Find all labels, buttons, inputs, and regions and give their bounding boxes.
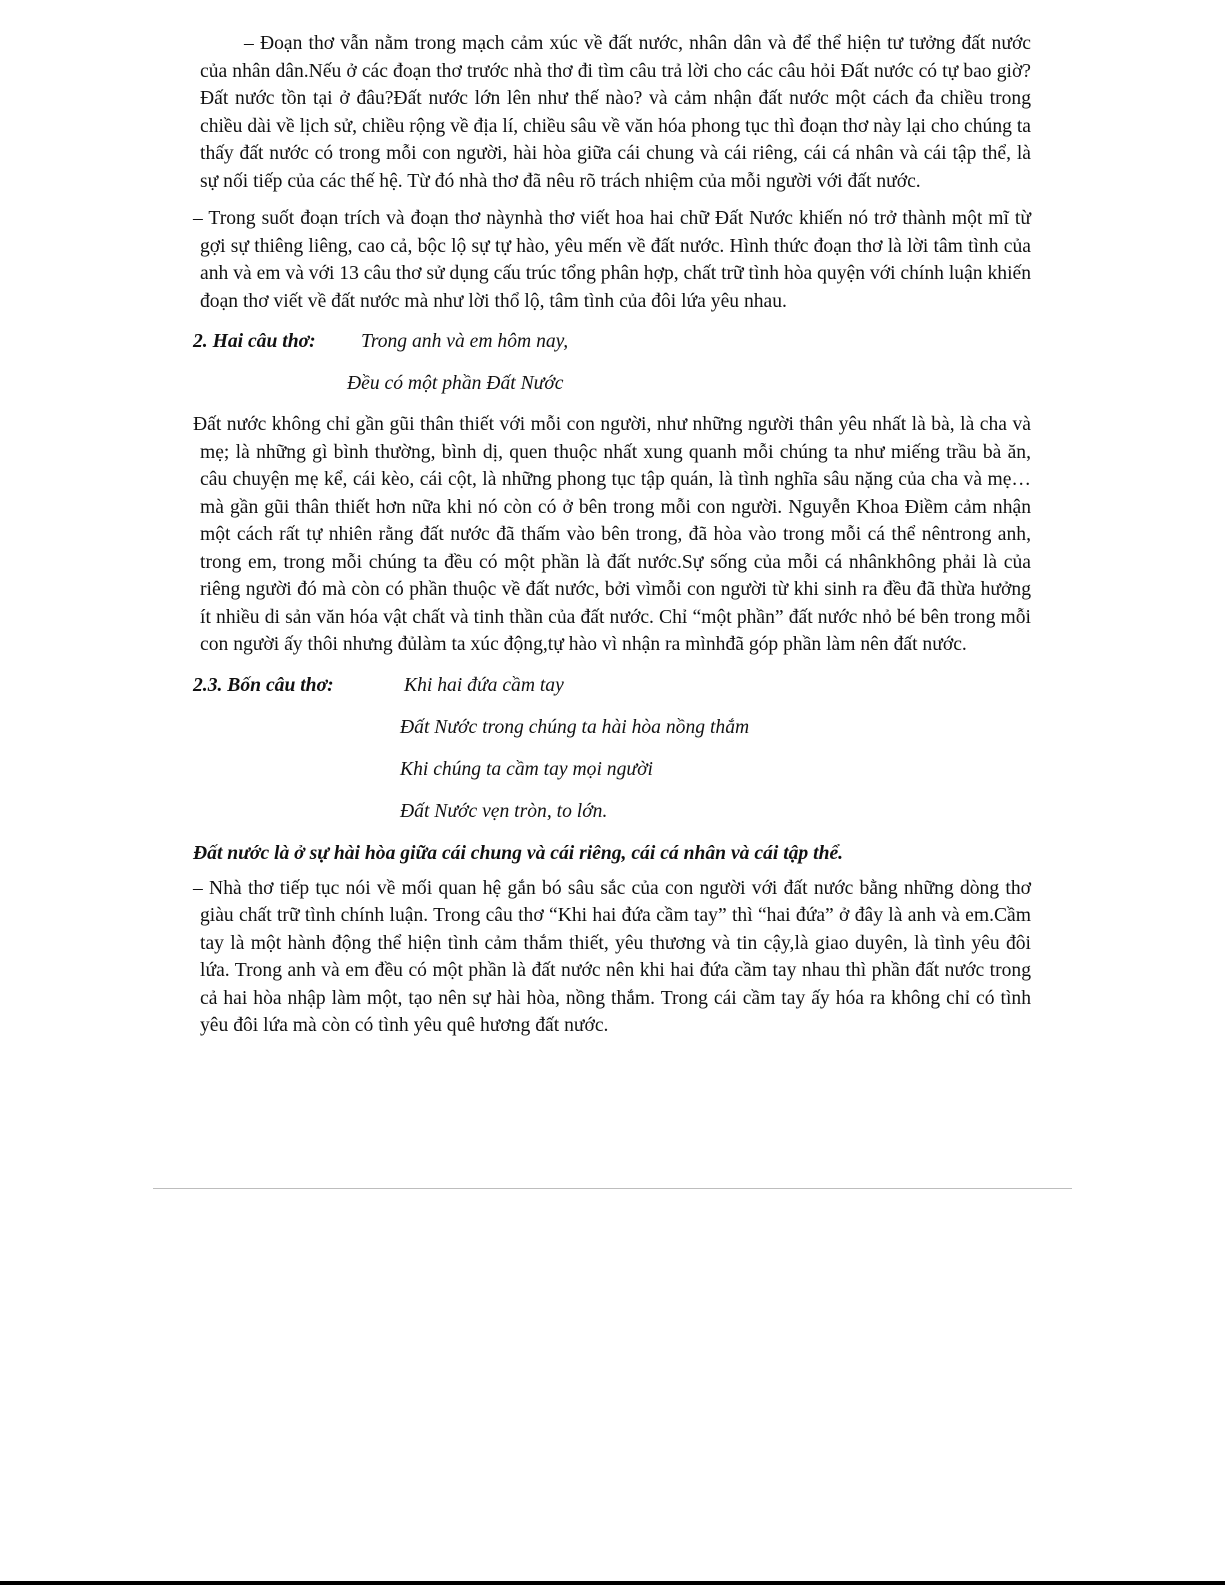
section-3-label: 2.3. Bốn câu thơ:: [193, 674, 334, 696]
section-3-verse-row-4: [193, 791, 1031, 833]
section-3-verse-1: Khi hai đứa cầm tay: [404, 674, 564, 696]
section-2-verse-row-2: [193, 363, 1031, 405]
document-body: [193, 30, 1031, 1040]
section-3-verse-4: Đất Nước vẹn tròn, to lớn.: [400, 800, 608, 822]
section-2-heading: [193, 321, 1031, 363]
thesis-statement: Đất nước là ở sự hài hòa giữa cái chung và cái riêng, cái cá nhân và cái tập thể.: [193, 842, 844, 864]
section-2-label: 2. Hai câu thơ:: [193, 331, 316, 352]
section-2-verse-2: Đều có một phần Đất Nước: [347, 373, 564, 394]
page-bottom-edge: [0, 1581, 1225, 1585]
paragraph-intro: – Đoạn thơ vẫn nằm trong mạch cảm xúc về đất nước, nhân dân và để thể hiện tư tưởng đất nước của nhân dân.Nếu ở các đoạn thơ trước nhà thơ đi tìm câu trả lời cho các câu hỏi Đất nước có tự bao giờ?Đất nước tồn tại ở đâu?Đất nước lớn lên như thế nào? và cảm nhận đất nước một cách đa chiều trong chiều dài về lịch sử, chiều rộng về địa lí, chiều sâu về văn hóa phong tục thì đoạn thơ này lại cho chúng ta thấy đất nước có trong mỗi con người, hài hòa giữa cái chung và cái riêng, cái cá nhân và cái tập thể, là sự nối tiếp của các thế hệ. Từ đó nhà thơ đã nêu rõ trách nhiệm của mỗi người với đất nước.: [200, 33, 1031, 192]
section-3-verse-row-2: [193, 707, 1031, 749]
section-3-verse-2: Đất Nước trong chúng ta hài hòa nồng thắm: [400, 716, 750, 738]
paragraph-explanation: Đất nước không chỉ gần gũi thân thiết với mỗi con người, như những người thân yêu nhất là bà, là cha và mẹ; là những gì bình thường, bình dị, quen thuộc nhất xung quanh mỗi chúng ta như miếng trầu bà ăn, câu chuyện mẹ kể, cái kèo, cái cột, là những phong tục tập quán, là tình nghĩa sâu nặng của cha và mẹ… mà gần gũi thân thiết hơn nữa khi nó còn có ở bên trong mỗi con người. Nguyễn Khoa Điềm cảm nhận một cách rất tự nhiên rằng đất nước đã thấm vào bên trong, đã hòa vào trong mỗi cá thể nêntrong anh, trong em, trong mỗi chúng ta đều có một phần là đất nước.Sự sống của mỗi cá nhânkhông phải là của riêng người đó mà còn có phần thuộc về đất nước, bởi vìmỗi con người từ khi sinh ra đều đã thừa hưởng ít nhiều di sản văn hóa vật chất và tinh thần của đất nước. Chỉ “một phần” đất nước nhỏ bé bên trong mỗi con người ấy thôi nhưng đủlàm ta xúc động,tự hào vì nhận ra mìnhđã góp phần làm nên đất nước.: [193, 414, 1031, 655]
section-2-verse-1: Trong anh và em hôm nay,: [361, 331, 569, 352]
paragraph-holding-hands: – Nhà thơ tiếp tục nói về mối quan hệ gắn bó sâu sắc của con người với đất nước bằng những dòng thơ giàu chất trữ tình chính luận. Trong câu thơ “Khi hai đứa cầm tay” thì “hai đứa” ở đây là anh và em.Cầm tay là một hành động thể hiện tình cảm thắm thiết, yêu thương và tin cậy,là giao duyên, là tình yêu đôi lứa. Trong anh và em đều có một phần là đất nước nên khi hai đứa cầm tay nhau thì phần đất nước trong cả hai hòa nhập làm một, tạo nên sự hài hòa, nồng thắm. Trong cái cầm tay ấy hóa ra không chỉ có tình yêu đôi lứa mà còn có tình yêu quê hương đất nước.: [193, 877, 1031, 1036]
section-3-verse-row-3: [193, 749, 1031, 791]
section-3-heading: [193, 665, 1031, 707]
section-3-verse-3: Khi chúng ta cầm tay mọi người: [400, 758, 653, 780]
page-divider: [153, 1188, 1072, 1189]
paragraph-capitalization: – Trong suốt đoạn trích và đoạn thơ nàynhà thơ viết hoa hai chữ Đất Nước khiến nó trở thành một mĩ từ gợi sự thiêng liêng, cao cả, bộc lộ sự tự hào, yêu mến về đất nước. Hình thức đoạn thơ là lời tâm tình của anh và em và với 13 câu thơ sử dụng cấu trúc tổng phân hợp, chất trữ tình hòa quyện với chính luận khiến đoạn thơ viết về đất nước mà như lời thổ lộ, tâm tình của đôi lứa yêu nhau.: [193, 208, 1032, 312]
